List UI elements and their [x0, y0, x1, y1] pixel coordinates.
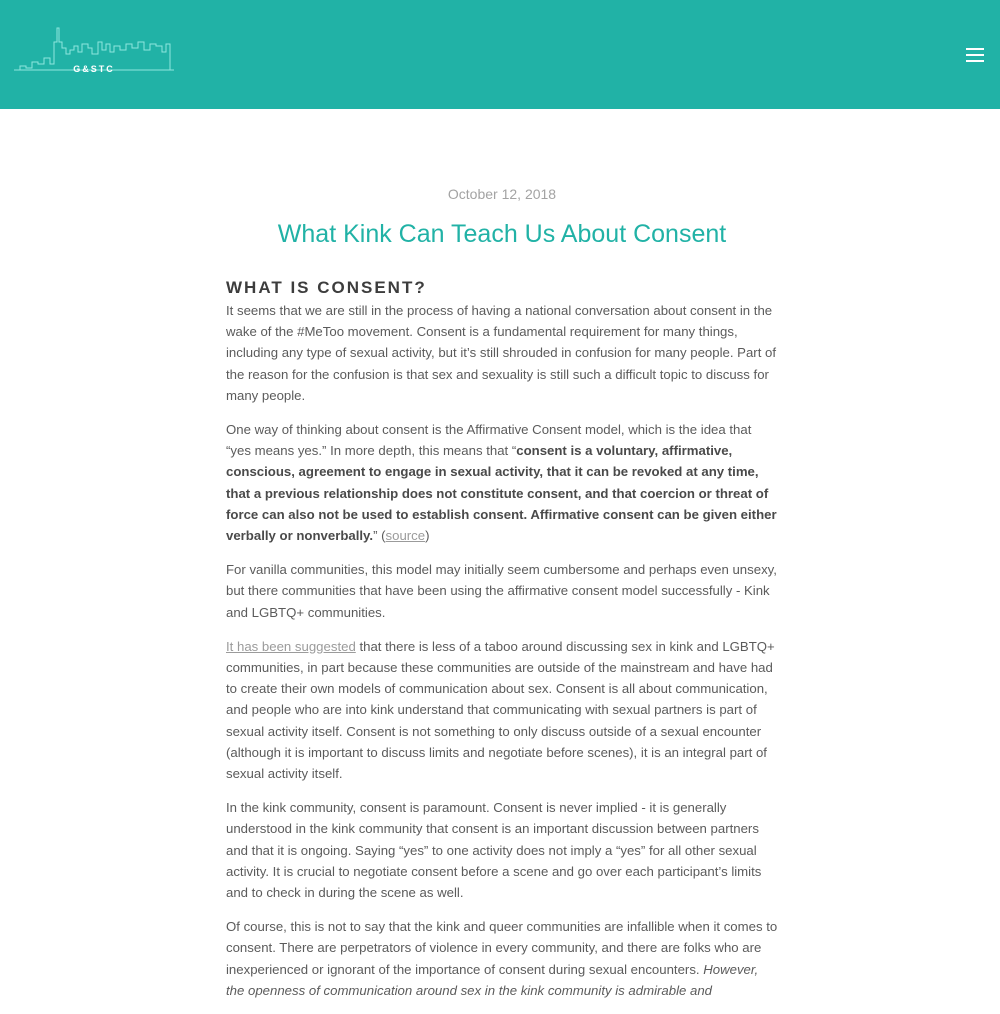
paragraph-6	[226, 916, 778, 1001]
paragraph-4-text: that there is less of a taboo around discussing sex in kink and LGBTQ+ communities, in part because these communities are outside of the mainstream and have had to create their own models of communication about sex. Consent is all about communication, and people who are into kink understand that communicating with sexual partners is part of sexual activity itself. Consent is not something to only discuss outside of a sexual encounter (although it is important to discuss limits and negotiate before scenes), it is an integral part of sexual activity itself.	[226, 638, 775, 782]
menu-button[interactable]	[962, 44, 988, 66]
paragraph-5: In the kink community, consent is paramount. Consent is never implied - it is generally understood in the kink community that consent is an important discussion between partners and that it is ongoing. Saying “yes” to one activity does not imply a “yes” for all other sexual activity. It is crucial to negotiate consent before a scene and go over each participant’s limits and to check in during the scene as well.	[226, 800, 762, 901]
source-link[interactable]: source	[385, 528, 426, 544]
suggested-link[interactable]: It has been suggested	[226, 638, 356, 654]
affirmative-consent-definition: consent is a voluntary, affirmative, conscious, agreement to engage in sexual activity, that it can be revoked at any time, that a previous relationship does not constitute consent, and that coercion or threat of force can also not be used to establish consent. Affirmative consent can be given either verbally or nonverbally.	[226, 443, 777, 544]
paragraph-2-after-bold: ” (	[373, 528, 386, 544]
paragraph-4	[226, 636, 778, 784]
paragraph-6-text: Of course, this is not to say that the kink and queer communities are infallible when it comes to consent. There are perpetrators of violence in every community, and there are folks who are inexperienced or ignorant of the importance of consent during sexual encounters.	[226, 919, 778, 977]
post-title: What Kink Can Teach Us About Consent	[277, 220, 727, 248]
site-logo[interactable]	[14, 24, 174, 76]
section-heading: WHAT IS CONSENT?	[226, 278, 427, 297]
hamburger-menu-icon	[966, 48, 984, 50]
logo-text: G&STC	[73, 64, 115, 74]
post-date: October 12, 2018	[447, 186, 557, 202]
paragraph-1: It seems that we are still in the process of having a national conversation about consent in the wake of the #MeToo movement. Consent is a fundamental requirement for many things, including any type of sexual activity, but it’s still shrouded in confusion for many people. Part of the reason for the confusion is that sex and sexuality is still such a difficult topic to discuss for many people.	[226, 303, 777, 403]
paragraph-2-intro: One way of thinking about consent is the Affirmative Consent model, which is the idea that “yes means yes.” In more depth, this means that “	[226, 422, 752, 459]
paragraph-2	[226, 419, 778, 546]
paragraph-2-end: )	[425, 528, 430, 544]
article	[226, 184, 778, 1014]
paragraph-3: For vanilla communities, this model may initially seem cumbersome and perhaps even unsexy, but there communities that have been using the affirmative consent model successfully - Kink and LGBTQ+ communities.	[226, 562, 777, 620]
paragraph-6-italic: However, the openness of communication around sex in the kink community is admirable and	[226, 961, 759, 998]
site-header	[0, 0, 1000, 109]
